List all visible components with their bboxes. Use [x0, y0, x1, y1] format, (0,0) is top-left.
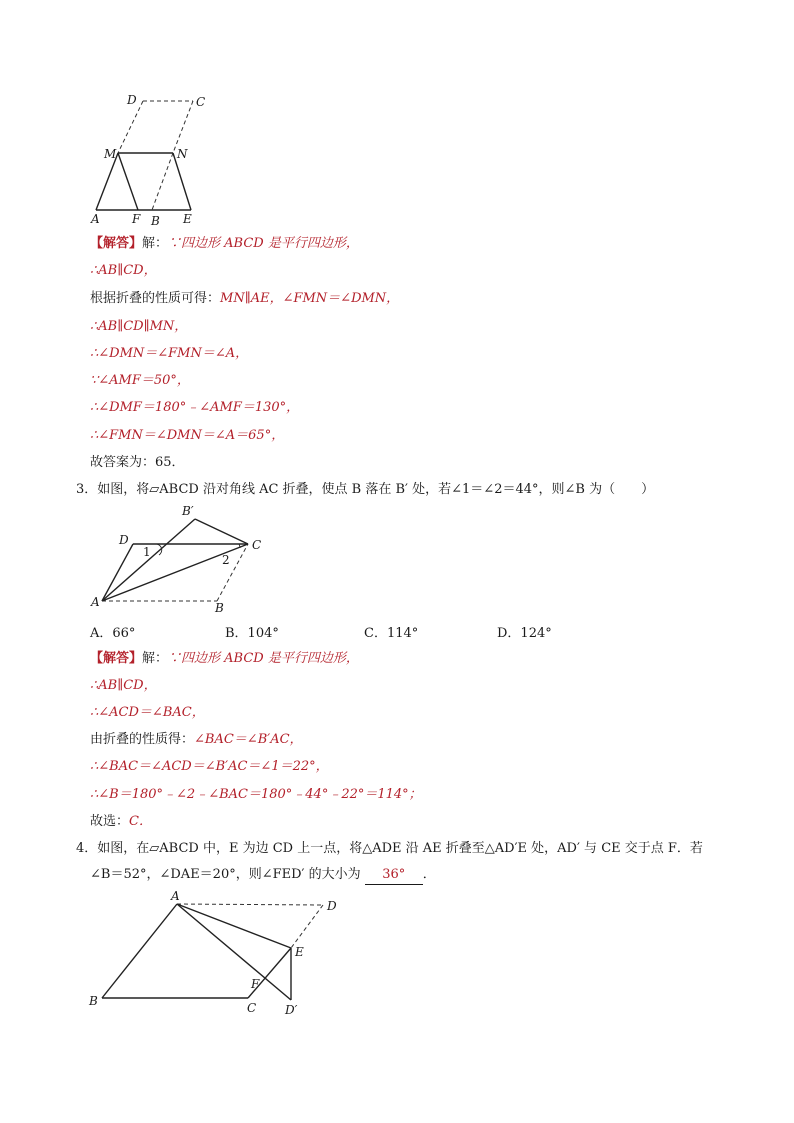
- figure-fold-trapezoid: [85, 90, 225, 230]
- label-angle-1: 1: [143, 545, 151, 559]
- sol2-line8: ∴∠FMN＝∠DMN＝∠A＝65°，: [90, 428, 285, 443]
- label-F: F: [132, 212, 141, 226]
- label-B: B: [89, 994, 98, 1008]
- q4-line1: 4．如图，在▱ABCD 中，E 为边 CD 上一点，将△ADE 沿 AE 折叠至△AD′E 处，AD′ 与 CE 交于点 F．若: [76, 841, 703, 856]
- q3-text: 3．如图，将▱ABCD 沿对角线 AC 折叠，使点 B 落在 B′ 处，若∠1＝∠2＝44°，则∠B 为（ ）: [76, 482, 655, 497]
- option-c[interactable]: C．114°: [364, 626, 419, 641]
- label-A: A: [91, 595, 100, 609]
- sol2-line7: ∴∠DMF＝180°﹣∠AMF＝130°，: [90, 400, 300, 415]
- sol3-line5: ∴∠BAC＝∠ACD＝∠B′AC＝∠1＝22°，: [90, 759, 329, 774]
- label-D: D: [119, 533, 129, 547]
- sol2-line2: ∴AB∥CD，: [90, 263, 157, 278]
- sol2-line1: 【解答】解：∵四边形 ABCD 是平行四边形，: [90, 236, 359, 251]
- option-a[interactable]: A．66°: [90, 626, 136, 641]
- label-C: C: [196, 95, 206, 109]
- sol2-line5: ∴∠DMN＝∠FMN＝∠A，: [90, 346, 249, 361]
- label-D: D: [327, 899, 337, 913]
- label-Bprime: B′: [182, 504, 194, 518]
- label-angle-2: 2: [222, 553, 230, 567]
- label-Dprime: D′: [285, 1003, 298, 1017]
- label-M: M: [104, 147, 117, 161]
- label-C: C: [252, 538, 262, 552]
- sol3-line3: ∴∠ACD＝∠BAC，: [90, 705, 205, 720]
- sol2-line9: 故答案为：65．: [90, 455, 185, 470]
- sol2-line6: ∵∠AMF＝50°，: [90, 373, 190, 388]
- label-N: N: [177, 147, 188, 161]
- label-C: C: [247, 1001, 257, 1015]
- label-B: B: [151, 214, 160, 228]
- sol3-line6: ∴∠B＝180°﹣∠2﹣∠BAC＝180°﹣44°﹣22°＝114°；: [90, 787, 422, 802]
- answer-blank: 36°: [365, 866, 423, 885]
- option-d[interactable]: D．124°: [497, 626, 552, 641]
- label-B: B: [215, 601, 224, 615]
- label-D: D: [127, 93, 137, 107]
- figure-fold-parallelogram: [85, 500, 275, 615]
- sol3-line4: 由折叠的性质得：∠BAC＝∠B′AC，: [90, 732, 303, 747]
- answer-bracket: 【解答】: [90, 651, 143, 666]
- label-A: A: [91, 212, 100, 226]
- answer-bracket: 【解答】: [90, 236, 143, 251]
- sol3-line2: ∴AB∥CD，: [90, 678, 157, 693]
- option-b[interactable]: B．104°: [225, 626, 279, 641]
- sol2-line3: 根据折叠的性质可得：MN∥AE，∠FMN＝∠DMN，: [90, 291, 400, 306]
- q4-line2: ∠B＝52°，∠DAE＝20°，则∠FED′ 的大小为 36° ．: [90, 866, 436, 885]
- label-E: E: [183, 212, 192, 226]
- label-E: E: [295, 945, 304, 959]
- label-F: F: [251, 977, 260, 991]
- sol3-line1: 【解答】解：∵四边形 ABCD 是平行四边形，: [90, 651, 359, 666]
- sol3-line7: 故选：C．: [90, 814, 152, 829]
- label-A: A: [171, 889, 180, 903]
- figure-fold-parallelogram-2: [85, 888, 355, 1023]
- sol2-line4: ∴AB∥CD∥MN，: [90, 319, 188, 334]
